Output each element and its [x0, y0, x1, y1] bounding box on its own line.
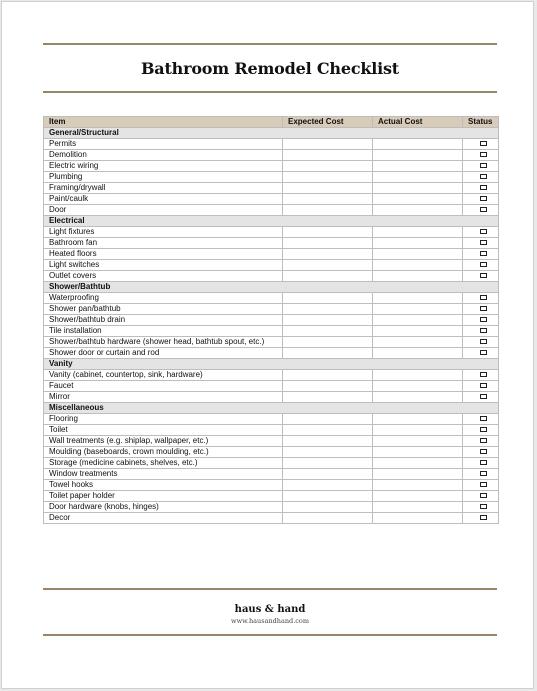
actual-cost-cell[interactable] [373, 249, 463, 260]
item-cell: Electric wiring [44, 161, 283, 172]
status-cell [463, 249, 499, 260]
item-cell: Faucet [44, 381, 283, 392]
actual-cost-cell[interactable] [373, 205, 463, 216]
expected-cost-cell[interactable] [283, 326, 373, 337]
expected-cost-cell[interactable] [283, 370, 373, 381]
table-row [44, 447, 499, 458]
expected-cost-cell[interactable] [283, 469, 373, 480]
table-row [44, 260, 499, 271]
actual-cost-cell[interactable] [373, 436, 463, 447]
status-checkbox[interactable] [480, 416, 487, 421]
expected-cost-cell[interactable] [283, 161, 373, 172]
table-row [44, 150, 499, 161]
item-cell: Outlet covers [44, 271, 283, 282]
item-cell: Waterproofing [44, 293, 283, 304]
table-row [44, 381, 499, 392]
table-row [44, 293, 499, 304]
status-checkbox[interactable] [480, 350, 487, 355]
actual-cost-cell[interactable] [373, 326, 463, 337]
expected-cost-cell[interactable] [283, 150, 373, 161]
actual-cost-cell[interactable] [373, 227, 463, 238]
table-row [44, 348, 499, 359]
table-row [44, 326, 499, 337]
status-cell [463, 139, 499, 150]
table-row [44, 161, 499, 172]
item-cell: Toilet [44, 425, 283, 436]
item-cell: Towel hooks [44, 480, 283, 491]
item-cell: Flooring [44, 414, 283, 425]
actual-cost-cell[interactable] [373, 348, 463, 359]
item-cell: Shower/bathtub drain [44, 315, 283, 326]
table-row [44, 469, 499, 480]
table-row [44, 205, 499, 216]
expected-cost-cell[interactable] [283, 513, 373, 524]
expected-cost-cell[interactable] [283, 293, 373, 304]
table-row [44, 502, 499, 513]
status-cell [463, 458, 499, 469]
status-checkbox[interactable] [480, 493, 487, 498]
actual-cost-cell[interactable] [373, 183, 463, 194]
status-cell [463, 348, 499, 359]
item-cell: Demolition [44, 150, 283, 161]
actual-cost-cell[interactable] [373, 293, 463, 304]
status-cell [463, 381, 499, 392]
table-row [44, 249, 499, 260]
expected-cost-cell[interactable] [283, 381, 373, 392]
status-column-header: Status [463, 117, 499, 128]
actual-cost-cell[interactable] [373, 513, 463, 524]
table-row [44, 139, 499, 150]
expected-cost-cell[interactable] [283, 205, 373, 216]
status-checkbox[interactable] [480, 449, 487, 454]
table-row [44, 183, 499, 194]
status-checkbox[interactable] [480, 141, 487, 146]
status-cell [463, 183, 499, 194]
actual-cost-cell[interactable] [373, 370, 463, 381]
footer-rule-top [43, 588, 497, 590]
item-cell: Shower/bathtub hardware (shower head, bathtub spout, etc.) [44, 337, 283, 348]
status-checkbox[interactable] [480, 471, 487, 476]
status-cell [463, 447, 499, 458]
table-row [44, 194, 499, 205]
expected-cost-cell[interactable] [283, 348, 373, 359]
status-checkbox[interactable] [480, 207, 487, 212]
expected-cost-cell[interactable] [283, 139, 373, 150]
status-cell [463, 370, 499, 381]
table-row [44, 304, 499, 315]
item-cell: Heated floors [44, 249, 283, 260]
status-cell [463, 392, 499, 403]
actual-cost-cell[interactable] [373, 194, 463, 205]
table-row [44, 513, 499, 524]
expected-cost-cell[interactable] [283, 304, 373, 315]
status-cell [463, 436, 499, 447]
status-checkbox[interactable] [480, 372, 487, 377]
expected-cost-cell[interactable] [283, 480, 373, 491]
status-checkbox[interactable] [480, 240, 487, 245]
section-header-row [44, 216, 499, 227]
table-row [44, 238, 499, 249]
actual-cost-cell[interactable] [373, 469, 463, 480]
section-title: Electrical [44, 216, 499, 227]
item-cell: Wall treatments (e.g. shiplap, wallpaper, etc.) [44, 436, 283, 447]
status-checkbox[interactable] [480, 504, 487, 509]
actual-cost-cell[interactable] [373, 172, 463, 183]
item-cell: Vanity (cabinet, countertop, sink, hardware) [44, 370, 283, 381]
status-checkbox[interactable] [480, 306, 487, 311]
table-row [44, 425, 499, 436]
status-cell [463, 469, 499, 480]
table-row [44, 491, 499, 502]
item-cell: Storage (medicine cabinets, shelves, etc.) [44, 458, 283, 469]
status-checkbox[interactable] [480, 339, 487, 344]
actual-cost-cell[interactable] [373, 260, 463, 271]
section-header-row [44, 282, 499, 293]
status-cell [463, 513, 499, 524]
expected-cost-cell[interactable] [283, 315, 373, 326]
table-row [44, 392, 499, 403]
status-cell [463, 491, 499, 502]
status-cell [463, 205, 499, 216]
section-title: Shower/Bathtub [44, 282, 499, 293]
actual-cost-cell[interactable] [373, 381, 463, 392]
section-header-row [44, 359, 499, 370]
expected-cost-cell[interactable] [283, 425, 373, 436]
status-cell [463, 414, 499, 425]
item-cell: Shower pan/bathtub [44, 304, 283, 315]
item-cell: Door [44, 205, 283, 216]
actual-cost-cell[interactable] [373, 139, 463, 150]
actual-cost-cell[interactable] [373, 458, 463, 469]
status-checkbox[interactable] [480, 383, 487, 388]
status-cell [463, 238, 499, 249]
status-cell [463, 337, 499, 348]
checklist-page [1, 1, 534, 689]
status-checkbox[interactable] [480, 273, 487, 278]
status-cell [463, 480, 499, 491]
table-row [44, 458, 499, 469]
status-checkbox[interactable] [480, 438, 487, 443]
expected-cost-cell[interactable] [283, 271, 373, 282]
actual-cost-cell[interactable] [373, 392, 463, 403]
status-checkbox[interactable] [480, 174, 487, 179]
item-column-header: Item [44, 117, 283, 128]
actual-cost-cell[interactable] [373, 304, 463, 315]
footer-rule-bottom [43, 634, 497, 636]
actual-cost-cell[interactable] [373, 337, 463, 348]
actual-cost-cell[interactable] [373, 161, 463, 172]
status-cell [463, 293, 499, 304]
table-row [44, 172, 499, 183]
item-cell: Shower door or curtain and rod [44, 348, 283, 359]
item-cell: Tile installation [44, 326, 283, 337]
item-cell: Paint/caulk [44, 194, 283, 205]
status-checkbox[interactable] [480, 229, 487, 234]
table-row [44, 414, 499, 425]
expected-cost-cell[interactable] [283, 502, 373, 513]
status-checkbox[interactable] [480, 460, 487, 465]
item-cell: Door hardware (knobs, hinges) [44, 502, 283, 513]
item-cell: Bathroom fan [44, 238, 283, 249]
status-checkbox[interactable] [480, 482, 487, 487]
expected-cost-cell[interactable] [283, 227, 373, 238]
checklist-body [44, 128, 499, 524]
status-cell [463, 502, 499, 513]
expected-cost-cell[interactable] [283, 249, 373, 260]
status-checkbox[interactable] [480, 394, 487, 399]
brand-name: haus & hand [234, 604, 306, 615]
expected-cost-cell[interactable] [283, 172, 373, 183]
status-checkbox[interactable] [480, 185, 487, 190]
table-row [44, 227, 499, 238]
expected-cost-column-header: Expected Cost [283, 117, 373, 128]
item-cell: Mirror [44, 392, 283, 403]
table-header-row [44, 117, 499, 128]
item-cell: Light switches [44, 260, 283, 271]
status-checkbox[interactable] [480, 251, 487, 256]
actual-cost-cell[interactable] [373, 425, 463, 436]
status-cell [463, 315, 499, 326]
item-cell: Light fixtures [44, 227, 283, 238]
status-checkbox[interactable] [480, 163, 487, 168]
status-checkbox[interactable] [480, 515, 487, 520]
table-row [44, 315, 499, 326]
section-title: General/Structural [44, 128, 499, 139]
table-row [44, 271, 499, 282]
status-checkbox[interactable] [480, 262, 487, 267]
status-checkbox[interactable] [480, 427, 487, 432]
table-row [44, 370, 499, 381]
status-cell [463, 271, 499, 282]
actual-cost-cell[interactable] [373, 414, 463, 425]
expected-cost-cell[interactable] [283, 436, 373, 447]
brand-url: www.hausandhand.com [231, 617, 309, 625]
table-row [44, 337, 499, 348]
item-cell: Moulding (baseboards, crown moulding, etc.) [44, 447, 283, 458]
status-cell [463, 326, 499, 337]
section-header-row [44, 128, 499, 139]
expected-cost-cell[interactable] [283, 491, 373, 502]
item-cell: Plumbing [44, 172, 283, 183]
status-cell [463, 172, 499, 183]
expected-cost-cell[interactable] [283, 392, 373, 403]
status-cell [463, 150, 499, 161]
item-cell: Framing/drywall [44, 183, 283, 194]
status-cell [463, 304, 499, 315]
status-checkbox[interactable] [480, 328, 487, 333]
item-cell: Decor [44, 513, 283, 524]
expected-cost-cell[interactable] [283, 183, 373, 194]
status-checkbox[interactable] [480, 152, 487, 157]
status-cell [463, 161, 499, 172]
status-cell [463, 227, 499, 238]
expected-cost-cell[interactable] [283, 238, 373, 249]
actual-cost-cell[interactable] [373, 447, 463, 458]
table-row [44, 436, 499, 447]
item-cell: Toilet paper holder [44, 491, 283, 502]
status-checkbox[interactable] [480, 317, 487, 322]
actual-cost-cell[interactable] [373, 480, 463, 491]
expected-cost-cell[interactable] [283, 414, 373, 425]
expected-cost-cell[interactable] [283, 337, 373, 348]
status-checkbox[interactable] [480, 196, 487, 201]
item-cell: Permits [44, 139, 283, 150]
section-title: Vanity [44, 359, 499, 370]
actual-cost-cell[interactable] [373, 491, 463, 502]
title-rule [43, 91, 497, 93]
actual-cost-cell[interactable] [373, 271, 463, 282]
status-cell [463, 260, 499, 271]
table-row [44, 480, 499, 491]
actual-cost-cell[interactable] [373, 315, 463, 326]
actual-cost-column-header: Actual Cost [373, 117, 463, 128]
status-cell [463, 194, 499, 205]
status-checkbox[interactable] [480, 295, 487, 300]
actual-cost-cell[interactable] [373, 238, 463, 249]
status-cell [463, 425, 499, 436]
expected-cost-cell[interactable] [283, 447, 373, 458]
section-title: Miscellaneous [44, 403, 499, 414]
section-header-row [44, 403, 499, 414]
expected-cost-cell[interactable] [283, 260, 373, 271]
item-cell: Window treatments [44, 469, 283, 480]
checklist-table [43, 116, 499, 524]
page-title: Bathroom Remodel Checklist [140, 59, 399, 78]
top-rule [43, 43, 497, 45]
expected-cost-cell[interactable] [283, 194, 373, 205]
actual-cost-cell[interactable] [373, 502, 463, 513]
expected-cost-cell[interactable] [283, 458, 373, 469]
actual-cost-cell[interactable] [373, 150, 463, 161]
